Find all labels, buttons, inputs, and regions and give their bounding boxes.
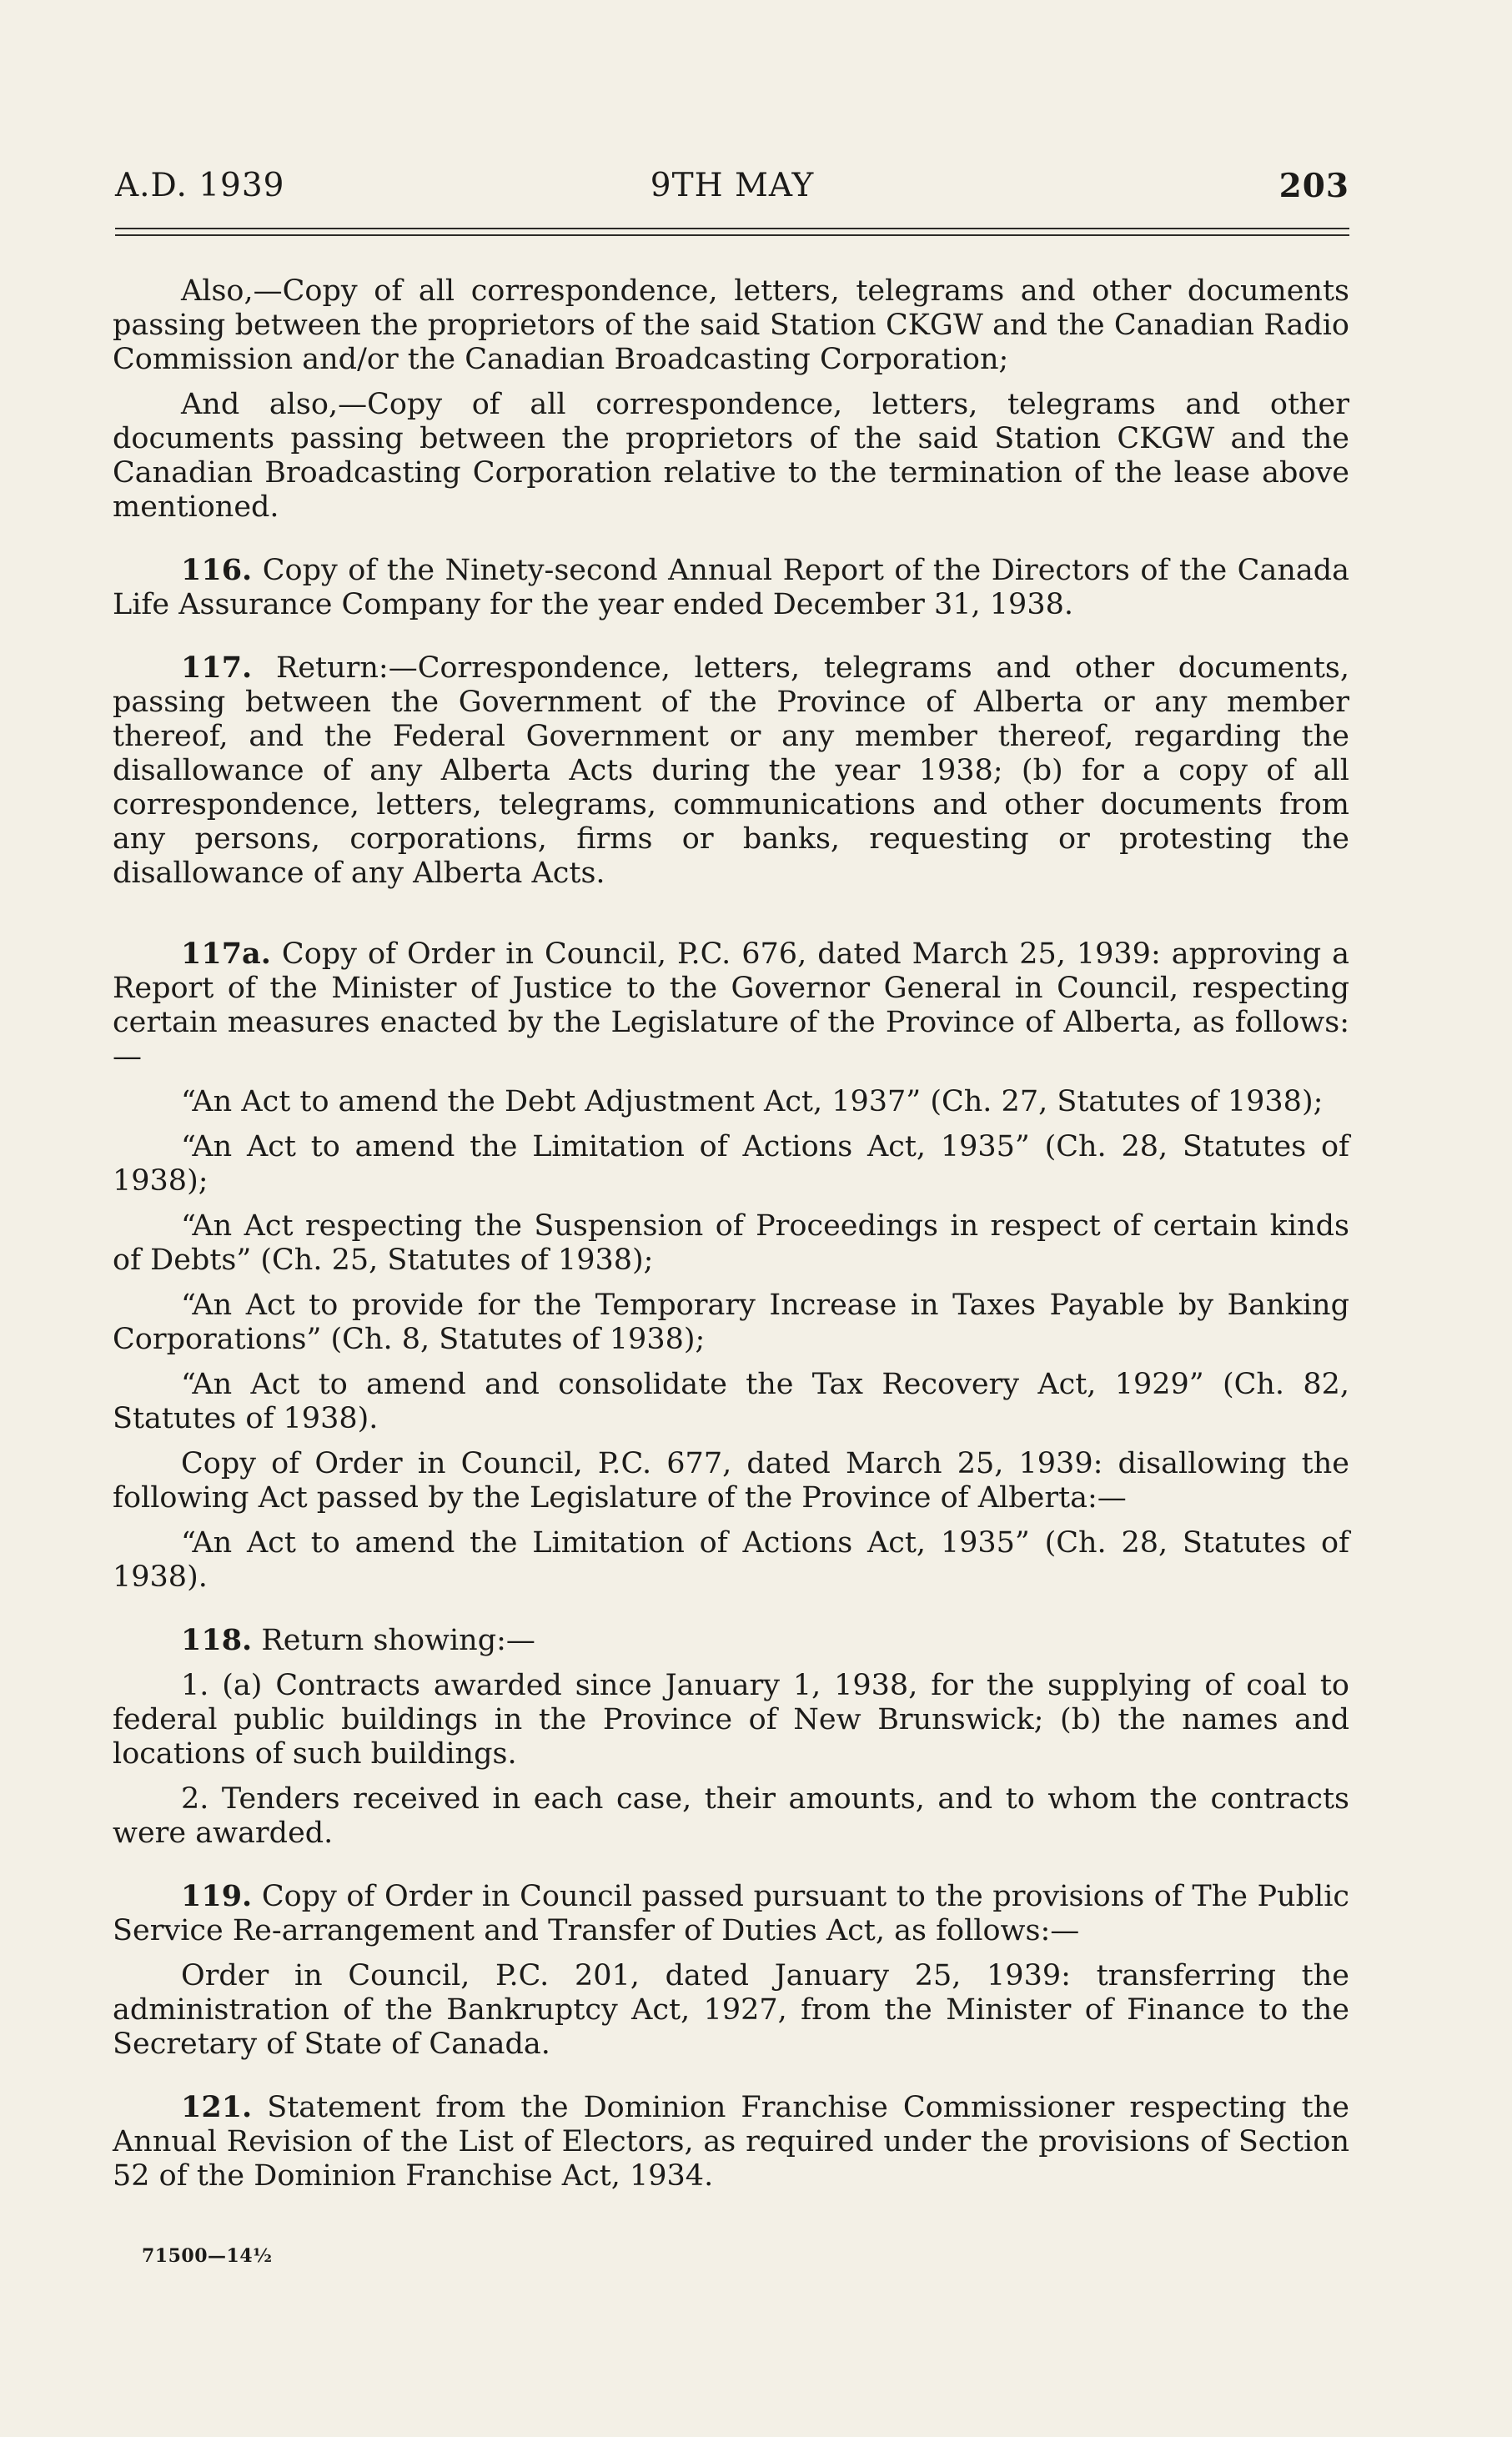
paragraph-118: 118. Return showing:— bbox=[181, 1623, 535, 1657]
item-118-2: 2. Tenders received in each case, their amounts, and to whom the contracts were awarded. bbox=[113, 1782, 1349, 1850]
item-118-1: 1. (a) Contracts awarded since January 1, 1938, for the supplying of coal to federal public buildings in the Province of New Brunswick; (b) the names and locations of such buildings. bbox=[113, 1669, 1349, 1771]
act-temporary-increase-in-taxes: “An Act to provide for the Temporary Increase in Taxes Payable by Banking Corporations” (Ch. 8, Statutes of 1938); bbox=[113, 1289, 1349, 1356]
header-rule-bottom bbox=[115, 234, 1349, 236]
paragraph-also-copy: Also,—Copy of all correspondence, letters, telegrams and other documents passing between the proprietors of the said Station CKGW and the Canadian Radio Commission and/or the Canadian Broadcasting Corporation; bbox=[113, 274, 1349, 376]
paragraph-116: 116. Copy of the Ninety-second Annual Report of the Directors of the Canada Life Assurance Company for the year ended December 31, 1938. bbox=[113, 553, 1349, 621]
paragraph-121: 121. Statement from the Dominion Franchise Commissioner respecting the Annual Revision of the List of Electors, as required under the provisions of Section 52 of the Dominion Franchise Act, 1934. bbox=[113, 2090, 1349, 2193]
paragraph-order-pc-201: Order in Council, P.C. 201, dated January 25, 1939: transferring the administration of the Bankruptcy Act, 1927, from the Minister of Finance to the Secretary of State of Canada. bbox=[113, 1959, 1349, 2061]
paragraph-and-also: And also,—Copy of all correspondence, letters, telegrams and other documents passing between the proprietors of the said Station CKGW and the Canadian Broadcasting Corporation relative to the termination of the lease above mentioned. bbox=[113, 388, 1349, 524]
header-year: A.D. 1939 bbox=[115, 167, 285, 204]
paragraph-117a: 117a. Copy of Order in Council, P.C. 676, dated March 25, 1939: approving a Report of the Minister of Justice to the Governor General in Council, respecting certain measures enacted by the Legislature of the Province of Alberta, as follows:— bbox=[113, 937, 1349, 1073]
act-suspension-of-proceedings: “An Act respecting the Suspension of Proceedings in respect of certain kinds of Debts” (Ch. 25, Statutes of 1938); bbox=[113, 1209, 1349, 1277]
header-date: 9TH MAY bbox=[650, 167, 815, 204]
paragraph-order-pc-677: Copy of Order in Council, P.C. 677, dated March 25, 1939: disallowing the following Act passed by the Legislature of the Province of Alberta:— bbox=[113, 1447, 1349, 1515]
act-limitation-disallowed: “An Act to amend the Limitation of Actions Act, 1935” (Ch. 28, Statutes of 1938). bbox=[113, 1526, 1349, 1594]
printer-signature: 71500—14½ bbox=[142, 2245, 273, 2267]
act-debt-adjustment: “An Act to amend the Debt Adjustment Act, 1937” (Ch. 27, Statutes of 1938); bbox=[181, 1085, 1324, 1118]
paragraph-117: 117. Return:—Correspondence, letters, telegrams and other documents, passing between the Government of the Province of Alberta or any member thereof, and the Federal Government or any member thereof, regarding the disallowance of any Alberta Acts during the year 1938; (b) for a copy of all correspondence, letters, telegrams, communications and other documents from any persons, corporations, firms or banks, requesting or protesting the disallowance of any Alberta Acts. bbox=[113, 651, 1349, 890]
document-body bbox=[113, 274, 1349, 2193]
running-header bbox=[115, 167, 1349, 217]
page-number: 203 bbox=[1278, 167, 1349, 205]
act-tax-recovery: “An Act to amend and consolidate the Tax Recovery Act, 1929” (Ch. 82, Statutes of 1938). bbox=[113, 1368, 1349, 1435]
header-rule-top bbox=[115, 228, 1349, 229]
act-limitation-of-actions: “An Act to amend the Limitation of Actions Act, 1935” (Ch. 28, Statutes of 1938); bbox=[113, 1130, 1349, 1198]
paragraph-119: 119. Copy of Order in Council passed pursuant to the provisions of The Public Service Re-arrangement and Transfer of Duties Act, as follows:— bbox=[113, 1879, 1349, 1947]
